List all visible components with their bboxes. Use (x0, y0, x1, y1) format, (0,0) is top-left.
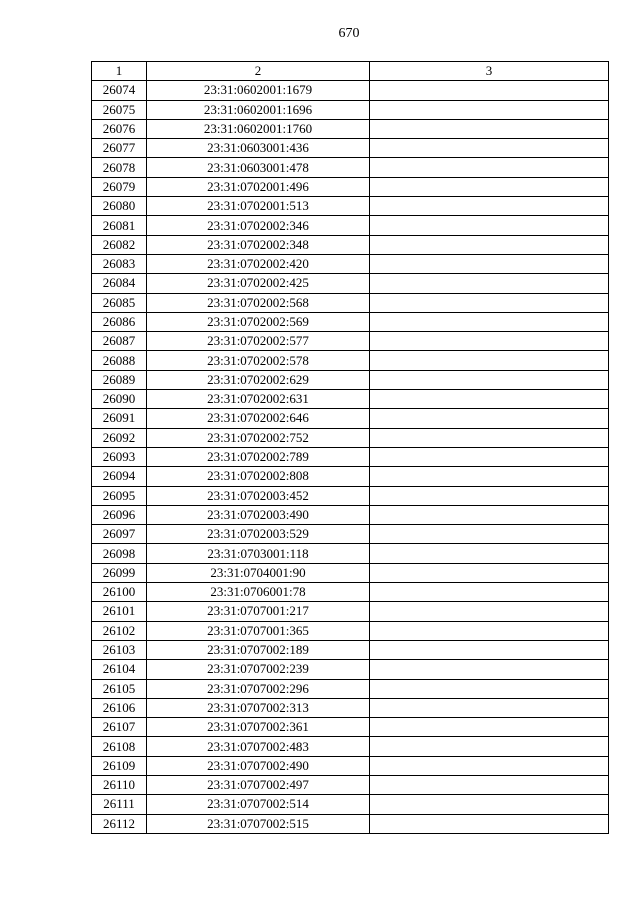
column-header-1: 1 (92, 62, 147, 81)
header-row (92, 62, 609, 81)
table-row (92, 139, 609, 158)
note-cell (370, 775, 609, 794)
table-row (92, 274, 609, 293)
table-row (92, 119, 609, 138)
row-number-cell: 26077 (92, 139, 147, 158)
cadastral-number-cell: 23:31:0702002:631 (147, 390, 370, 409)
table-row (92, 351, 609, 370)
registry-table (91, 61, 609, 834)
cadastral-number-cell: 23:31:0702002:629 (147, 370, 370, 389)
row-number-cell: 26079 (92, 177, 147, 196)
cadastral-number-cell: 23:31:0704001:90 (147, 563, 370, 582)
cadastral-number-cell: 23:31:0702002:569 (147, 312, 370, 331)
row-number-cell: 26103 (92, 640, 147, 659)
cadastral-number-cell: 23:31:0707001:217 (147, 602, 370, 621)
note-cell (370, 621, 609, 640)
cadastral-number-cell: 23:31:0707002:483 (147, 737, 370, 756)
row-number-cell: 26095 (92, 486, 147, 505)
table-body (92, 81, 609, 834)
cadastral-number-cell: 23:31:0702002:789 (147, 447, 370, 466)
cadastral-number-cell: 23:31:0702001:513 (147, 197, 370, 216)
row-number-cell: 26078 (92, 158, 147, 177)
table-row (92, 332, 609, 351)
cadastral-number-cell: 23:31:0702003:452 (147, 486, 370, 505)
table-row (92, 216, 609, 235)
cadastral-number-cell: 23:31:0702003:490 (147, 505, 370, 524)
row-number-cell: 26094 (92, 467, 147, 486)
cadastral-number-cell: 23:31:0707002:514 (147, 795, 370, 814)
table-row (92, 312, 609, 331)
cadastral-number-cell: 23:31:0602001:1679 (147, 81, 370, 100)
note-cell (370, 370, 609, 389)
table-row (92, 640, 609, 659)
note-cell (370, 447, 609, 466)
cadastral-number-cell: 23:31:0707002:239 (147, 660, 370, 679)
cadastral-number-cell: 23:31:0707002:497 (147, 775, 370, 794)
row-number-cell: 26081 (92, 216, 147, 235)
note-cell (370, 718, 609, 737)
row-number-cell: 26084 (92, 274, 147, 293)
row-number-cell: 26075 (92, 100, 147, 119)
table-row (92, 698, 609, 717)
table-row (92, 525, 609, 544)
table-row (92, 409, 609, 428)
table-header (92, 62, 609, 81)
table-row (92, 467, 609, 486)
row-number-cell: 26085 (92, 293, 147, 312)
cadastral-number-cell: 23:31:0702002:808 (147, 467, 370, 486)
table-row (92, 679, 609, 698)
note-cell (370, 737, 609, 756)
note-cell (370, 197, 609, 216)
note-cell (370, 390, 609, 409)
cadastral-number-cell: 23:31:0707002:313 (147, 698, 370, 717)
cadastral-number-cell: 23:31:0702002:752 (147, 428, 370, 447)
table-row (92, 544, 609, 563)
table-row (92, 177, 609, 196)
row-number-cell: 26104 (92, 660, 147, 679)
row-number-cell: 26111 (92, 795, 147, 814)
note-cell (370, 795, 609, 814)
note-cell (370, 486, 609, 505)
note-cell (370, 660, 609, 679)
table-row (92, 390, 609, 409)
note-cell (370, 525, 609, 544)
note-cell (370, 216, 609, 235)
row-number-cell: 26088 (92, 351, 147, 370)
row-number-cell: 26093 (92, 447, 147, 466)
note-cell (370, 312, 609, 331)
note-cell (370, 756, 609, 775)
row-number-cell: 26100 (92, 583, 147, 602)
cadastral-number-cell: 23:31:0702001:496 (147, 177, 370, 196)
cadastral-number-cell: 23:31:0707002:189 (147, 640, 370, 659)
cadastral-number-cell: 23:31:0702002:646 (147, 409, 370, 428)
row-number-cell: 26091 (92, 409, 147, 428)
table-row (92, 737, 609, 756)
row-number-cell: 26112 (92, 814, 147, 833)
row-number-cell: 26106 (92, 698, 147, 717)
cadastral-number-cell: 23:31:0707002:361 (147, 718, 370, 737)
table-row (92, 428, 609, 447)
row-number-cell: 26098 (92, 544, 147, 563)
column-header-3: 3 (370, 62, 609, 81)
table-row (92, 158, 609, 177)
row-number-cell: 26074 (92, 81, 147, 100)
note-cell (370, 428, 609, 447)
cadastral-number-cell: 23:31:0602001:1760 (147, 119, 370, 138)
row-number-cell: 26086 (92, 312, 147, 331)
column-header-2: 2 (147, 62, 370, 81)
row-number-cell: 26101 (92, 602, 147, 621)
table-row (92, 621, 609, 640)
note-cell (370, 254, 609, 273)
table-row (92, 756, 609, 775)
page-number: 670 (338, 26, 360, 41)
table-row (92, 486, 609, 505)
table-row (92, 81, 609, 100)
row-number-cell: 26110 (92, 775, 147, 794)
note-cell (370, 177, 609, 196)
table-row (92, 293, 609, 312)
note-cell (370, 100, 609, 119)
note-cell (370, 351, 609, 370)
row-number-cell: 26099 (92, 563, 147, 582)
cadastral-number-cell: 23:31:0602001:1696 (147, 100, 370, 119)
row-number-cell: 26108 (92, 737, 147, 756)
cadastral-number-cell: 23:31:0702002:425 (147, 274, 370, 293)
note-cell (370, 679, 609, 698)
note-cell (370, 583, 609, 602)
cadastral-number-cell: 23:31:0706001:78 (147, 583, 370, 602)
table-row (92, 775, 609, 794)
row-number-cell: 26082 (92, 235, 147, 254)
row-number-cell: 26080 (92, 197, 147, 216)
cadastral-number-cell: 23:31:0707002:515 (147, 814, 370, 833)
table-row (92, 447, 609, 466)
note-cell (370, 158, 609, 177)
note-cell (370, 119, 609, 138)
cadastral-number-cell: 23:31:0707002:490 (147, 756, 370, 775)
note-cell (370, 814, 609, 833)
cadastral-number-cell: 23:31:0702002:568 (147, 293, 370, 312)
cadastral-number-cell: 23:31:0702002:577 (147, 332, 370, 351)
note-cell (370, 293, 609, 312)
table-row (92, 563, 609, 582)
row-number-cell: 26105 (92, 679, 147, 698)
table-row (92, 718, 609, 737)
note-cell (370, 602, 609, 621)
cadastral-number-cell: 23:31:0702002:348 (147, 235, 370, 254)
cadastral-number-cell: 23:31:0603001:436 (147, 139, 370, 158)
note-cell (370, 505, 609, 524)
table-row (92, 235, 609, 254)
table-row (92, 197, 609, 216)
row-number-cell: 26109 (92, 756, 147, 775)
row-number-cell: 26107 (92, 718, 147, 737)
note-cell (370, 409, 609, 428)
note-cell (370, 274, 609, 293)
cadastral-number-cell: 23:31:0702002:420 (147, 254, 370, 273)
table-row (92, 583, 609, 602)
note-cell (370, 467, 609, 486)
cadastral-number-cell: 23:31:0707002:296 (147, 679, 370, 698)
cadastral-number-cell: 23:31:0603001:478 (147, 158, 370, 177)
note-cell (370, 81, 609, 100)
note-cell (370, 332, 609, 351)
table-row (92, 602, 609, 621)
row-number-cell: 26102 (92, 621, 147, 640)
cadastral-number-cell: 23:31:0702002:346 (147, 216, 370, 235)
note-cell (370, 139, 609, 158)
note-cell (370, 563, 609, 582)
table-row (92, 254, 609, 273)
row-number-cell: 26083 (92, 254, 147, 273)
note-cell (370, 640, 609, 659)
row-number-cell: 26092 (92, 428, 147, 447)
cadastral-number-cell: 23:31:0702002:578 (147, 351, 370, 370)
row-number-cell: 26096 (92, 505, 147, 524)
row-number-cell: 26087 (92, 332, 147, 351)
row-number-cell: 26089 (92, 370, 147, 389)
table-row (92, 660, 609, 679)
cadastral-number-cell: 23:31:0702003:529 (147, 525, 370, 544)
row-number-cell: 26090 (92, 390, 147, 409)
table-row (92, 814, 609, 833)
table-row (92, 795, 609, 814)
note-cell (370, 235, 609, 254)
note-cell (370, 698, 609, 717)
table-row (92, 370, 609, 389)
row-number-cell: 26076 (92, 119, 147, 138)
cadastral-number-cell: 23:31:0707001:365 (147, 621, 370, 640)
note-cell (370, 544, 609, 563)
cadastral-number-cell: 23:31:0703001:118 (147, 544, 370, 563)
row-number-cell: 26097 (92, 525, 147, 544)
table-row (92, 100, 609, 119)
table-row (92, 505, 609, 524)
